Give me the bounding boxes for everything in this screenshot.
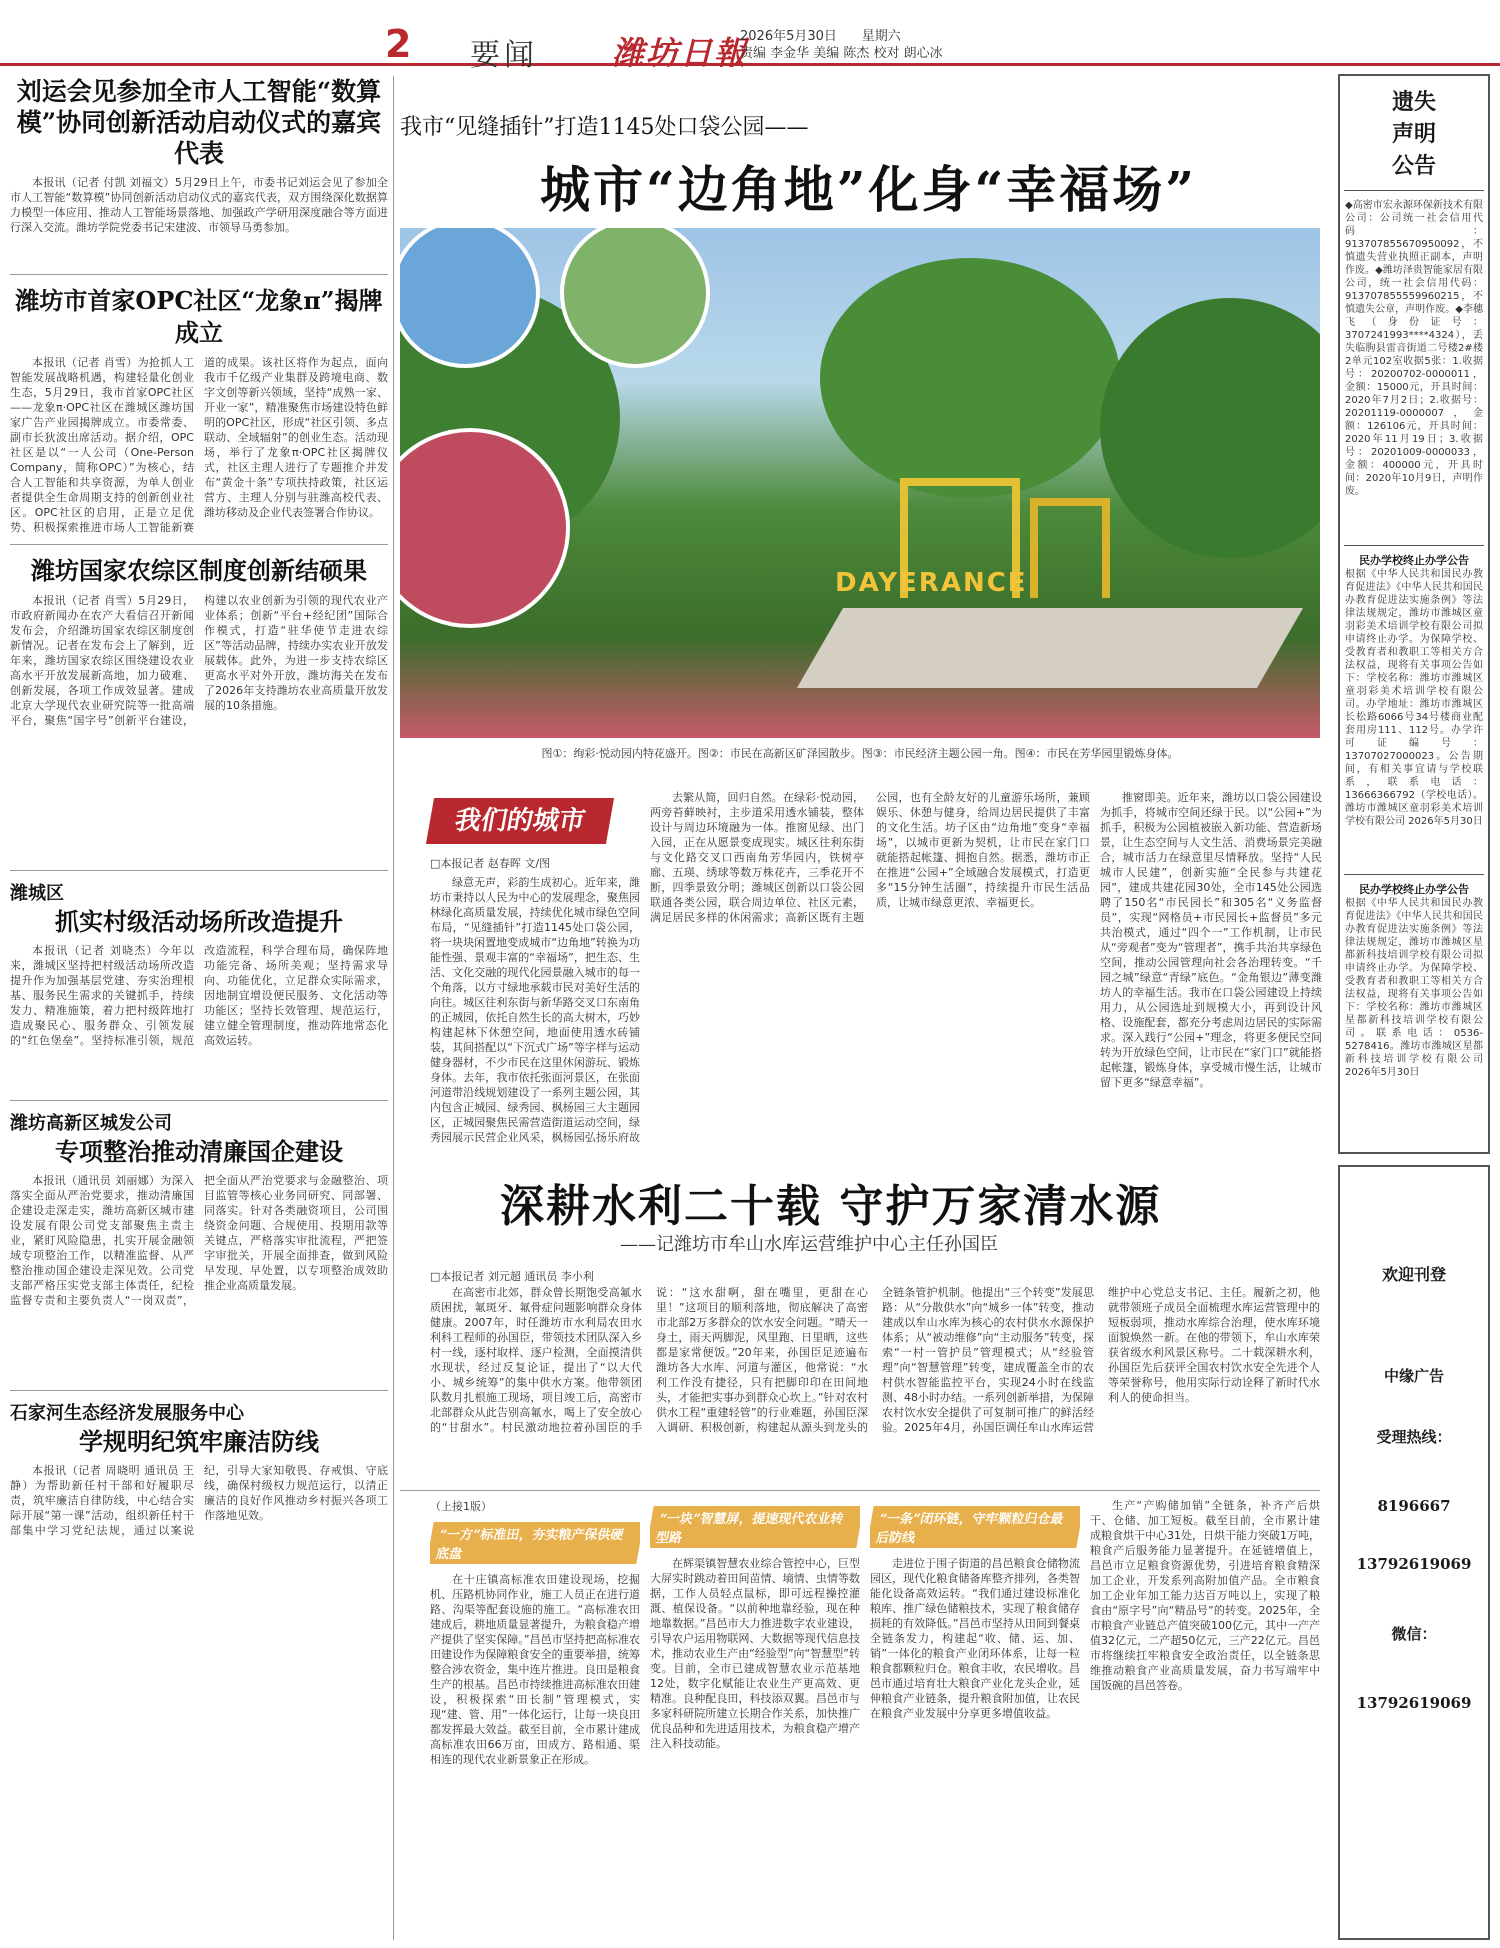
notice-text: ◆高密市宏永源环保新技术有限公司：公司统一社会信用代码：913707855670950092，不慎遗失营业执照正副本，声明作废。◆潍坊泽贵智能家居有限公司，统一社会信用代码：913707855559960215，不慎遗失公章，声明作废。◆李穗飞（身份证号：3707241993****4324），丢失临朐县雷音街道二号楼2#楼2单元102室收据5张：1.收据号：20200702-0000011，金额：15000元，开具时间：2020年7月2日；2.收据号：20201119-0000007，金额：126106元，开具时间：2020年11月19日；3.收据号：20201009-0000033，金额：400000元，开具时间：2020年10月9日，声明作废。 (1345, 200, 1483, 497)
park-photo (400, 228, 1320, 738)
bottom-column (1090, 1498, 1320, 1938)
article-paragraph: 生产“产购储加销”全链条，补齐产后烘干、仓储、加工短板。截至目前，全市累计建成粮食烘干中心31处，日烘干能力突破1万吨，粮食产后服务能力显著提升。在延链增值上，昌邑市立足粮食资源优势，引进培育粮食精深加工企业，开发系列高附加值产品。全市粮食加工企业年加工能力达百万吨以上，实现了粮食由“原字号”向“精品号”的转变。2025年，全市粮食产业链总产值突破100亿元，其中一产产值32亿元，二产超50亿元，三产22亿元。昌邑市将继续扛牢粮食安全政治责任，以全链条思维推动粮食产业高质量发展，奋力书写端牢中国饭碗的昌邑答卷。 (1090, 1499, 1320, 1692)
ad-box (1338, 1165, 1490, 1940)
feature-body (430, 1285, 1320, 1485)
article-paragraph: 去繁从简，回归自然。在绿彩·悦动园，两旁苔藓映衬，主步道采用透水铺装，整体设计与周边环境融为一体。推窗见绿、出门入园，正在从愿景变成现实。城区往利东街与文化路交叉口西南角芳华园内，铁树亭廊、五瑛、绣球等数万株花卉，三季花开不断，四季景致分明；潍城区创新以口袋公园联通各类公园，联合周边单位、社区元素，满足居民多样的休闲需求；高新区既有主题公园，也有全龄友好的儿童游乐场所，兼顾娱乐、休憩与健身，给周边居民提供了丰富的文化生活。坊子区由“边角地”变身“幸福场”，以城市更新为契机，让市民在家门口就能搭起帐篷、拥抱自然。据悉，潍坊市正在推进“公园+”全域融合发展模式，打造更多“15分钟生活圈”，持续提升市民生活品质，让城市绿意更浓、幸福更长。 (650, 791, 1090, 924)
article-body (870, 1556, 1080, 1938)
notice-heading-2: 声明 (1391, 121, 1436, 147)
masthead-editors: 责编 李金华 美编 陈杰 校对 朗心冰 (740, 46, 943, 61)
article-body (650, 1556, 860, 1938)
article-paragraph: 本报讯（记者 刘晓杰）今年以来，潍城区坚持把村级活动场所改造提升作为加强基层党建、夯实治理根基、服务民生需求的关键抓手，持续发力、精准施策，着力把村级阵地打造成聚民心、服务群众、引领发展的“红色堡垒”。坚持标准引领，规范改造流程，科学合理布局，确保阵地功能完备、场所美观；坚持需求导向、功能优化，立足群众实际需求，因地制宜增设便民服务、文化活动等功能区；坚持长效管理、规范运行，建立健全管理制度，推动阵地常态化高效运转。 (10, 944, 388, 1047)
ad-welcome: 欢迎刊登 (1381, 1265, 1446, 1284)
article-paragraph: 本报讯（记者 付凯 刘福文）5月29日上午，市委书记刘运会见了参加全市人工智能“数算模”协同创新活动启动仪式的嘉宾代表，双方围绕深化数据算力模型一体应用、推动人工智能场景落地、加强政产学研用深度融合等方面进行深入交流。潍坊学院党委书记宋建波、市领导马勇参加。 (10, 176, 388, 234)
notice-text: 根据《中华人民共和国民办教育促进法》《中华人民共和国民办教育促进法实施条例》等法律法规规定，潍坊市潍城区星都新科技培训学校有限公司拟申请终止办学。为保障学校、受教育者和教职工等相关方合法权益，现将有关事项公告如下：学校名称：潍坊市潍城区星都新科技培训学校有限公司。联系电话：0536-5278416。潍坊市潍城区星都新科技培训学校有限公司 2026年5月30日 (1345, 898, 1483, 1078)
bottom-column (650, 1498, 860, 1938)
subhead-pill: “一块”智慧屏，提速现代农业转型路 (650, 1506, 860, 1548)
masthead-date: 2026年5月30日 (740, 29, 837, 44)
subhead (870, 1506, 1080, 1548)
article-paragraph: 推窗即美。近年来，潍坊以口袋公园建设为抓手，将城市空间还绿于民。以“公园+”为抓手，积极为公园植被嵌入新功能、营造新场景，让生态空间与人文生活、消费场景完美融合，城市活力在绿意里尽情释放。坚持“人民城市人民建”，创新实施“全民参与共建花园”，建成共建花园30处，全市145处公园选聘了150名“市民园长”和305名“义务监督员”，实现“网格员+市民园长+监督员”多元共治模式，通过“四个一”工作机制，让市民从“旁观者”变为“管理者”，携手共治共享绿色空间，推动公园管理向社会各治理转变。“千园之城”绿意“青绿”底色。“金角银边”薄变潍坊人的幸福生活。我市在口袋公园建设上持续用力，从公园选址到规模大小，再到设计风格、设施配套，都充分考虑周边居民的实际需求。深入践行“公园+”理念，将更多便民空间转为开放绿色空间，让市民在“家门口”就能搭起帐篷，锻炼身体，享受城市慢生活，让城市留下更多“绿意幸福”。 (1100, 791, 1322, 1089)
ad-wechat-label: 微信： (1391, 1625, 1437, 1643)
article-paragraph: 在十庄镇高标准农田建设现场，挖掘机、压路机协同作业，施工人员正在进行道路、沟渠等配套设施的施工。“高标准农田建成后，耕地质量显著提升，为粮食稳产增产提供了坚实保障。”昌邑市坚持把高标准农田建设作为保障粮食安全的重要举措，统筹整合涉农资金，集中连片推进。良田是粮食生产的根基。昌邑市持续推进高标准农田建设，积极探索“田长制”管理模式，实现“建、管、用”一体化运行，让每一块良田都发挥最大效益。截至目前，全市累计建成高标准农田66万亩，田成方、路相通、渠相连的现代农业新景象正在形成。 (430, 1573, 640, 1766)
byline: □本报记者 刘元超 通讯员 李小利 (430, 1270, 594, 1283)
park-sign: DAYERANCE (835, 568, 1028, 598)
article-paragraph: 本报讯（通讯员 刘丽娜）为深入落实全面从严治党要求，推动清廉国企建设走深走实，潍坊高新区城市建设发展有限公司党支部聚焦主责主业，紧盯风险隐患，扎实开展金融领域专项整治工作，以精准监督、从严整治推动国企建设走深见效。公司党支部严格压实党支部主体责任，纪检监督专责和主要负责人“一岗双责”，把全面从严治党要求与金融整治、项目监管等核心业务同研究、同部署、同落实。针对各类融资项目，公司围绕资金问题、合规使用、投期用款等关键点，严格落实审批流程，严把签字审批关，开展全面排查，做到风险早发现、早处置，以专项整治成效助推企业高质量发展。 (10, 1174, 388, 1307)
walking-path (797, 608, 1303, 688)
byline: □本报记者 赵春晖 文/图 (430, 857, 551, 870)
hero-subtitle: 我市“见缝插针”打造1145处口袋公园—— (400, 115, 809, 140)
photo-caption: 图①：绚彩·悦动园内特花盛开。图②：市民在高新区矿泽园散步。图③：市民经济主题公园一角。图④：市民在芳华园里锻炼身体。 (541, 747, 1179, 760)
inset-photo-4 (560, 228, 710, 368)
article-paragraph: 本报讯（记者 肖雪）5月29日，市政府新闻办在农产大看信召开新闻发布会，介绍潍坊国家农综区制度创新情况。记者在发布会上了解到，近年来，潍坊国家农综区围绕建设农业高水平开放发展新高地，加力破难、创新发展，各项工作成效显著。建成北京大学现代农业研究院等一批高端平台，聚焦“国字号”创新平台建设，构建以农业创新为引领的现代农业产业体系；创新“平台+经纪团”国际合作模式，打造“驻华使节走进农综区”等活动品牌，持续办实农业开放发展载体。此外，为进一步支持农综区更高水平对外开放，潍坊海关在发布了2026年支持潍坊农业高质量开放发展的10条措施。 (10, 594, 388, 727)
article-paragraph: 在高密市北郊，群众曾长期饱受高氟水质困扰，氟斑牙、氟骨症问题影响群众身体健康。2007年，时任潍坊市水利局农田水利科工程师的孙国臣，带领技术团队深入乡村一线，逐村取样、逐户检测，全面摸清供水现状，经过反复论证，提出了“以大代小、城乡统筹”的集中供水方案。他带领团队数月扎根施工现场，项目竣工后，高密市北部群众从此告别高氟水，喝上了安全放心的“甘甜水”。村民激动地拉着孙国臣的手说：“这水甜啊，甜在嘴里，更甜在心里！”这项目的顺利落地，彻底解决了高密市北部2万多群众的饮水安全问题。“晴天一身土，雨天两脚泥，风里跑、日里晒，这些都是家常便饭。”20年来，孙国臣足迹遍布潍坊各大水库、河道与灌区，他常说：“水利工作没有捷径，只有把脚印印在田间地头，才能把实事办到群众心坎上。”针对农村供水工程“重建轻管”的行业难题，孙国臣深入调研、积极创新，构建起从源头到龙头的全链条管护机制。他提出“三个转变”发展思路：从“分散供水”向“城乡一体”转变，推动建成以牟山水库为核心的农村供水水源保护体系；从“被动维修”向“主动服务”转变，探索“一村一管护员”管理模式；从“经验管理”向“智慧管理”转变，建成覆盖全市的农村供水智能监控平台，实现24小时在线监测、48小时办结。一系列创新举措，为保障农村饮水安全提供了可复制可推广的鲜活经验。2025年4月，孙国臣调任牟山水库运营维护中心党总支书记、主任。履新之初，他就带领班子成员全面梳理水库运营管理中的短板弱项，推动水库综合治理，使水库环境面貌焕然一新。在他的带领下，牟山水库荣获省级水利风景区称号。二十载深耕水利，孙国臣先后获评全国农村饮水安全先进个人等荣誉称号，他用实际行动诠释了新时代水利人的使命担当。 (430, 1286, 1320, 1434)
article-body (10, 355, 388, 537)
story-column (1100, 790, 1322, 1150)
article-body (10, 593, 388, 863)
notice-text: 根据《中华人民共和国民办教育促进法》《中华人民共和国民办教育促进法实施条例》等法律法规规定，潍坊市潍城区童羽彩美术培训学校有限公司拟申请终止办学。为保障学校、受教育者和教职工等相关方合法权益，现将有关事项公告如下：学校名称：潍坊市潍城区童羽彩美术培训学校有限公司。办学地址：潍坊市潍城区长松路6066号34号楼商业配套用房111、112号。办学许可证编号：13707027000023。公告期间，有相关事宜请与学校联系，联系电话：13666366792（学校电话）。潍坊市潍城区童羽彩美术培训学校有限公司 2026年5月30日 (1345, 569, 1483, 827)
notice-title: 民办学校终止办学公告 (1359, 883, 1469, 896)
divider (10, 537, 388, 545)
section-label: 潍坊高新区城发公司 (10, 1113, 172, 1134)
article-body (10, 1463, 388, 1643)
article-paragraph: 本报讯（记者 肖雪）为抢抓人工智能发展战略机遇，构建轻量化创业生态，5月29日，我市首家OPC社区——龙象π·OPC社区在潍城区潍坊国家广告产业园揭牌成立。市委常委、副市长狄波出席活动。据介绍，OPC社区是以“一人公司（One-Person Company，简称OPC）”为核心，结合人工智能和共享资源，为单人创业者提供全生命周期支持的创新创业社区。OPC社区的启用，正是立足优势、积极探索推进市场人工智能新赛道的成果。该社区将作为起点，面向我市千亿级产业集群及跨境电商、数字文创等新兴领域，坚持“成熟一家、开业一家”，精准聚焦市场建设特色鲜明的OPC社区，形成“社区引领、多点联动、全域辐射”的创业生态。活动现场，举行了龙象π·OPC社区揭牌仪式，社区主理人进行了专题推介并发布“黄金十条”专项扶持政策，社区运营方、主理人分别与驻潍高校代表、潍坊移动及企业代表签署合作协议。 (10, 356, 388, 534)
left-column (10, 76, 388, 1940)
divider (10, 267, 388, 275)
article-title: 抓实村级活动场所改造提升 (55, 907, 343, 936)
story-column (430, 875, 640, 1145)
article-title: 专项整治推动清廉国企建设 (55, 1137, 343, 1166)
ad-hotline-label: 受理热线： (1376, 1428, 1452, 1446)
story-column (650, 790, 1090, 1150)
subhead (430, 1522, 640, 1564)
section-label: 潍城区 (10, 883, 64, 904)
ad-company: 中缘广告 (1383, 1367, 1444, 1385)
tree-canopy (1100, 298, 1320, 558)
article-title: 学规明纪筑牢廉洁防线 (79, 1427, 319, 1456)
article-body (10, 943, 388, 1093)
notice-heading-3: 公告 (1391, 153, 1436, 179)
column-rule (393, 76, 394, 1940)
divider (1344, 545, 1484, 546)
article-paragraph: 在辉渠镇智慧农业综合管控中心，巨型大屏实时跳动着田间苗情、墒情、虫情等数据，工作人员轻点鼠标，即可远程操控灌溉、植保设备。“以前种地靠经验，现在种地靠数据。”昌邑市大力推进数字农业建设，引导农户运用物联网、大数据等现代信息技术，推动农业生产由“经验型”向“智慧型”转变。目前，全市已建成智慧农业示范基地12处，数字化赋能让农业生产更高效、更精准。良种配良田，科技添双翼。昌邑市与多家科研院所建立长期合作关系，加快推广优良品种和先进适用技术，为粮食稳产增产注入科技动能。 (650, 1557, 860, 1750)
ad-hotline: 8196667 (1377, 1497, 1451, 1515)
subhead-pill: “一条”闭环链，守牢颗粒归仓最后防线 (870, 1506, 1080, 1548)
column-badge: 我们的城市 (426, 798, 614, 844)
divider (1344, 190, 1484, 191)
divider (10, 863, 388, 871)
notice-title: 民办学校终止办学公告 (1359, 554, 1469, 567)
bottom-column (430, 1498, 640, 1938)
paper-logo: 潍坊日報 (612, 34, 749, 72)
notice-box (1338, 74, 1490, 1154)
article-paragraph: 本报讯（记者 周晓明 通讯员 王静）为帮助新任村干部和好履职尽责，筑牢廉洁自律防线，中心结合实际开展“第一课”活动，组织新任村干部集中学习党纪法规，通过以案说纪，引导大家知敬畏、存戒惧、守底线，确保村级权力规范运行，以清正廉洁的良好作风推动乡村振兴各项工作落地见效。 (10, 1464, 388, 1537)
article-title: 潍坊国家农综区制度创新结硕果 (31, 556, 367, 585)
article-body (430, 1572, 640, 1938)
notice-heading (1340, 86, 1488, 182)
section-name: 要闻 (470, 38, 538, 73)
divider (10, 1383, 388, 1391)
masthead (0, 0, 1500, 73)
yellow-arch (1030, 498, 1110, 598)
divider (10, 1093, 388, 1101)
article-paragraph: 走进位于围子街道的昌邑粮食仓储物流园区，现代化粮食储备库整齐排列，各类智能化设备高效运转。“我们通过建设标准化粮库、推广绿色储粮技术，实现了粮食储存损耗的有效降低。”昌邑市坚持从田间到餐桌全链条发力，构建起“收、储、运、加、销”一体化的粮食产业闭环体系，让每一粒粮食都颗粒归仓。粮食丰收，农民增收。昌邑市通过培育壮大粮食产业化龙头企业，延伸粮食产业链条，提升粮食附加值，让农民在粮食产业发展中分享更多增值收益。 (870, 1557, 1080, 1720)
article-paragraph: 绿意无声，彩韵生成初心。近年来，潍坊市秉持以人民为中心的发展理念，聚焦园林绿化高质量发展，持续优化城市绿色空间布局，“见缝插针”打造1145处口袋公园，将一块块闲置地变成城市“边角地”转换为功能性强、景观丰富的“幸福场”，把生态、生活、文化交融的现代化园景融入城市的每一个角落，以方寸绿地承载市民对美好生活的向往。城区往利东街与新华路交叉口东南角的正城园，依托自然生长的高大树木，巧妙构建起林下休憩空间，地面使用透水砖铺装，其间搭配以“下沉式广场”等字样与运动健身器材，不少市民在这里休闲游玩、锻炼身体。去年，我市依托张面河景区，在张面河道带沿线规划建设了一系列主题公园，其内包含正城园、绿秀园、枫杨园三大主题园区，正城园聚焦民需营造街道运动空间，绿秀园展示民营企业风采，枫杨园弘扬乐府故 (430, 876, 640, 1144)
ad-phone: 13792619069 (1356, 1555, 1472, 1573)
feature-subtitle: ——记潍坊市牟山水库运营维护中心主任孙国臣 (620, 1234, 998, 1255)
section-label: 石家河生态经济发展服务中心 (10, 1403, 244, 1424)
article-title: 刘运会见参加全市人工智能“数算模”协同创新活动启动仪式的嘉宾代表 (16, 77, 382, 168)
page-number: 2 (385, 22, 412, 66)
article-body (10, 1173, 388, 1383)
continued-note: （上接1版） (430, 1500, 492, 1513)
divider (1344, 874, 1484, 875)
masthead-meta (740, 28, 943, 62)
masthead-weekday: 星期六 (861, 29, 901, 44)
ad-phone: 13792619069 (1356, 1694, 1472, 1712)
divider (400, 1490, 1320, 1491)
subhead (650, 1506, 860, 1548)
hero-title: 城市“边角地”化身“幸福场” (540, 160, 1198, 219)
tree-canopy (820, 258, 1120, 498)
bottom-column (870, 1498, 1080, 1938)
feature-title: 深耕水利二十载 守护万家清水源 (500, 1181, 1162, 1232)
subhead-pill: “一方”标准田，夯实粮产保供硬底盘 (430, 1522, 640, 1564)
article-title: 潍坊市首家OPC社区“龙象π”揭牌成立 (15, 286, 383, 347)
article-body (10, 175, 388, 267)
notice-heading-1: 遗失 (1391, 89, 1436, 115)
